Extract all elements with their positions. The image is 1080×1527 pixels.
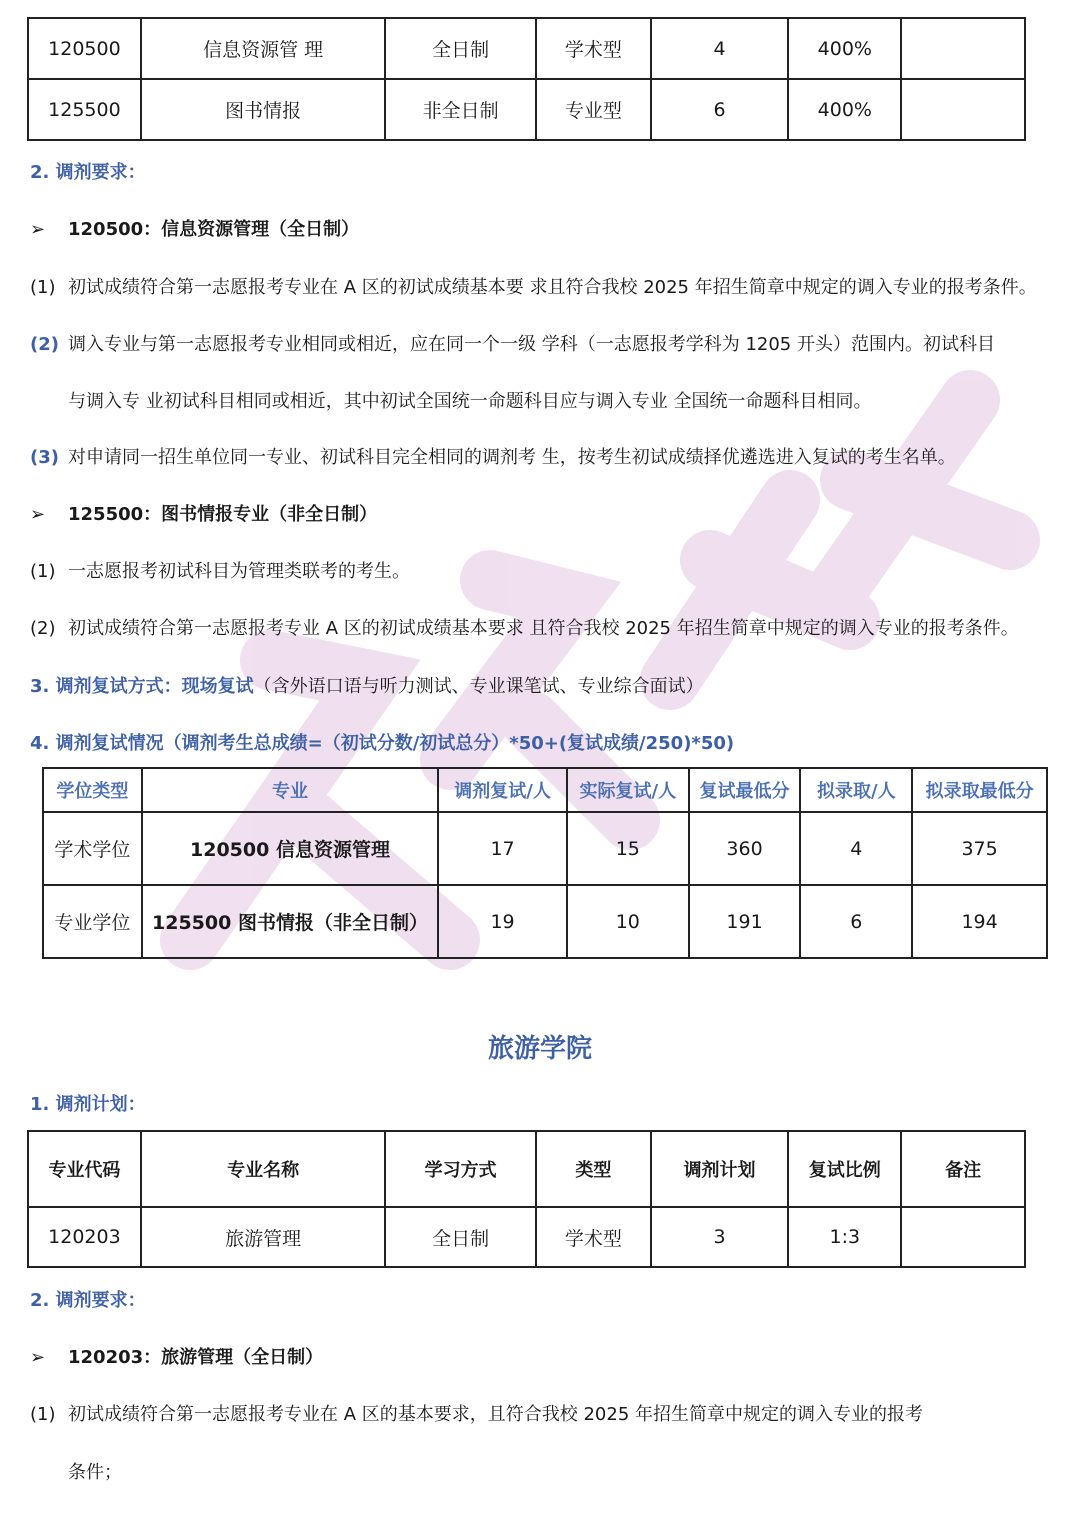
column-header: 类型 — [536, 1131, 651, 1207]
paragraph-1 — [30, 273, 1037, 299]
subheading-125500 — [30, 500, 377, 526]
column-header: 拟录取最低分 — [912, 768, 1047, 812]
cell: 全日制 — [385, 1207, 536, 1267]
column-header: 实际复试/人 — [567, 768, 689, 812]
cell: 6 — [800, 885, 912, 958]
paragraph-2 — [30, 330, 995, 356]
table-header-row — [43, 768, 1047, 812]
section-heading-requirements: 2. 调剂要求： — [30, 162, 146, 183]
item-number: (3) — [30, 447, 59, 468]
cell: 17 — [438, 812, 567, 885]
table-tourism-plan — [27, 1130, 1026, 1268]
cell: 学术型 — [536, 1207, 651, 1267]
cell: 194 — [912, 885, 1047, 958]
column-header: 学习方式 — [385, 1131, 536, 1207]
paragraph-r1-continued: 条件； — [68, 1462, 122, 1483]
cell: 19 — [438, 885, 567, 958]
column-header: 拟录取/人 — [800, 768, 912, 812]
column-header: 调剂复试/人 — [438, 768, 567, 812]
subheading-text: 120203：旅游管理（全日制） — [68, 1347, 324, 1368]
column-header: 专业名称 — [141, 1131, 385, 1207]
subheading-120500 — [30, 215, 359, 241]
column-header: 专业 — [142, 768, 438, 812]
table-row — [43, 885, 1047, 958]
cell — [901, 1207, 1025, 1267]
section-heading-plan: 1. 调剂计划： — [30, 1094, 146, 1115]
cell: 图书情报 — [141, 79, 385, 140]
cell: 400% — [788, 18, 901, 79]
paragraph-text: 对申请同一招生单位同一专业、初试科目完全相同的调剂考 生，按考生初试成绩择优遴选进入复试的考生名单。 — [68, 447, 956, 468]
cell: 学术学位 — [43, 812, 142, 885]
table-info-management-plan — [27, 17, 1026, 141]
cell: 学术型 — [536, 18, 651, 79]
subheading-text: 120500：信息资源管理（全日制） — [68, 219, 360, 240]
paragraph-text: 初试成绩符合第一志愿报考专业在 A 区的初试成绩基本要 求且符合我校 2025 年招生简章中规定的调入专业的报考条件。 — [68, 277, 1037, 298]
cell: 400% — [788, 79, 901, 140]
cell: 360 — [689, 812, 801, 885]
cell: 4 — [800, 812, 912, 885]
paragraph-text: 初试成绩符合第一志愿报考专业在 A 区的基本要求，且符合我校 2025 年招生简章中规定的调入专业的报考 — [68, 1404, 924, 1425]
cell: 非全日制 — [385, 79, 536, 140]
cell: 375 — [912, 812, 1047, 885]
item-number: (1) — [30, 1404, 56, 1425]
table-row — [43, 812, 1047, 885]
subheading-text: 125500：图书情报专业（非全日制） — [68, 504, 378, 525]
cell: 旅游管理 — [141, 1207, 385, 1267]
cell: 120500 — [28, 18, 141, 79]
paragraph-3 — [30, 443, 956, 469]
cell — [901, 79, 1025, 140]
column-header: 学位类型 — [43, 768, 142, 812]
cell: 4 — [651, 18, 789, 79]
table-row — [28, 79, 1025, 140]
cell: 120203 — [28, 1207, 141, 1267]
cell: 120500 信息资源管理 — [142, 812, 438, 885]
table-header-row — [28, 1131, 1025, 1207]
table-row — [28, 1207, 1025, 1267]
cell: 10 — [567, 885, 689, 958]
section-title-tourism: 旅游学院 — [487, 1034, 592, 1064]
section-heading-tourism-requirements: 2. 调剂要求： — [30, 1290, 146, 1311]
cell: 191 — [689, 885, 801, 958]
column-header: 调剂计划 — [651, 1131, 789, 1207]
heading-detail: （含外语口语与听力测试、专业课笔试、专业综合面试） — [253, 676, 704, 697]
column-header: 复试比例 — [788, 1131, 901, 1207]
section-heading-retest-status: 4. 调剂复试情况（调剂考生总成绩=（初试分数/初试总分）*50+(复试成绩/250)*50) — [30, 733, 735, 754]
item-number: (1) — [30, 561, 56, 582]
cell: 全日制 — [385, 18, 536, 79]
cell: 信息资源管 理 — [141, 18, 385, 79]
cell: 专业学位 — [43, 885, 142, 958]
paragraph-text: 一志愿报考初试科目为管理类联考的考生。 — [68, 561, 410, 582]
cell: 6 — [651, 79, 789, 140]
arrow-icon: ➢ — [30, 219, 46, 240]
cell: 125500 图书情报（非全日制） — [142, 885, 438, 958]
cell: 专业型 — [536, 79, 651, 140]
cell — [901, 18, 1025, 79]
arrow-icon: ➢ — [30, 504, 46, 525]
item-number: (2) — [30, 334, 59, 355]
table-row — [28, 18, 1025, 79]
paragraph-text: 初试成绩符合第一志愿报考专业 A 区的初试成绩基本要求 且符合我校 2025 年招生简章中规定的调入专业的报考条件。 — [68, 618, 1019, 639]
heading-text: 3. 调剂复试方式：现场复试 — [30, 676, 254, 697]
cell: 1:3 — [788, 1207, 901, 1267]
table-retest-results — [42, 767, 1048, 959]
section-heading-retest-method — [30, 672, 704, 698]
paragraph-text: 调入专业与第一志愿报考专业相同或相近，应在同一个一级 学科（一志愿报考学科为 1205 开头）范围内。初试科目 — [68, 334, 995, 355]
paragraph-q1 — [30, 557, 410, 583]
paragraph-2-continued: 与调入专 业初试科目相同或相近，其中初试全国统一命题科目应与调入专业 全国统一命题科目相同。 — [68, 391, 872, 412]
cell: 15 — [567, 812, 689, 885]
column-header: 备注 — [901, 1131, 1025, 1207]
arrow-icon: ➢ — [30, 1347, 46, 1368]
column-header: 复试最低分 — [689, 768, 801, 812]
paragraph-r1 — [30, 1400, 923, 1426]
cell: 125500 — [28, 79, 141, 140]
subheading-120203 — [30, 1343, 323, 1369]
cell: 3 — [651, 1207, 789, 1267]
item-number: (1) — [30, 277, 56, 298]
item-number: (2) — [30, 618, 56, 639]
column-header: 专业代码 — [28, 1131, 141, 1207]
paragraph-q2 — [30, 614, 1019, 640]
